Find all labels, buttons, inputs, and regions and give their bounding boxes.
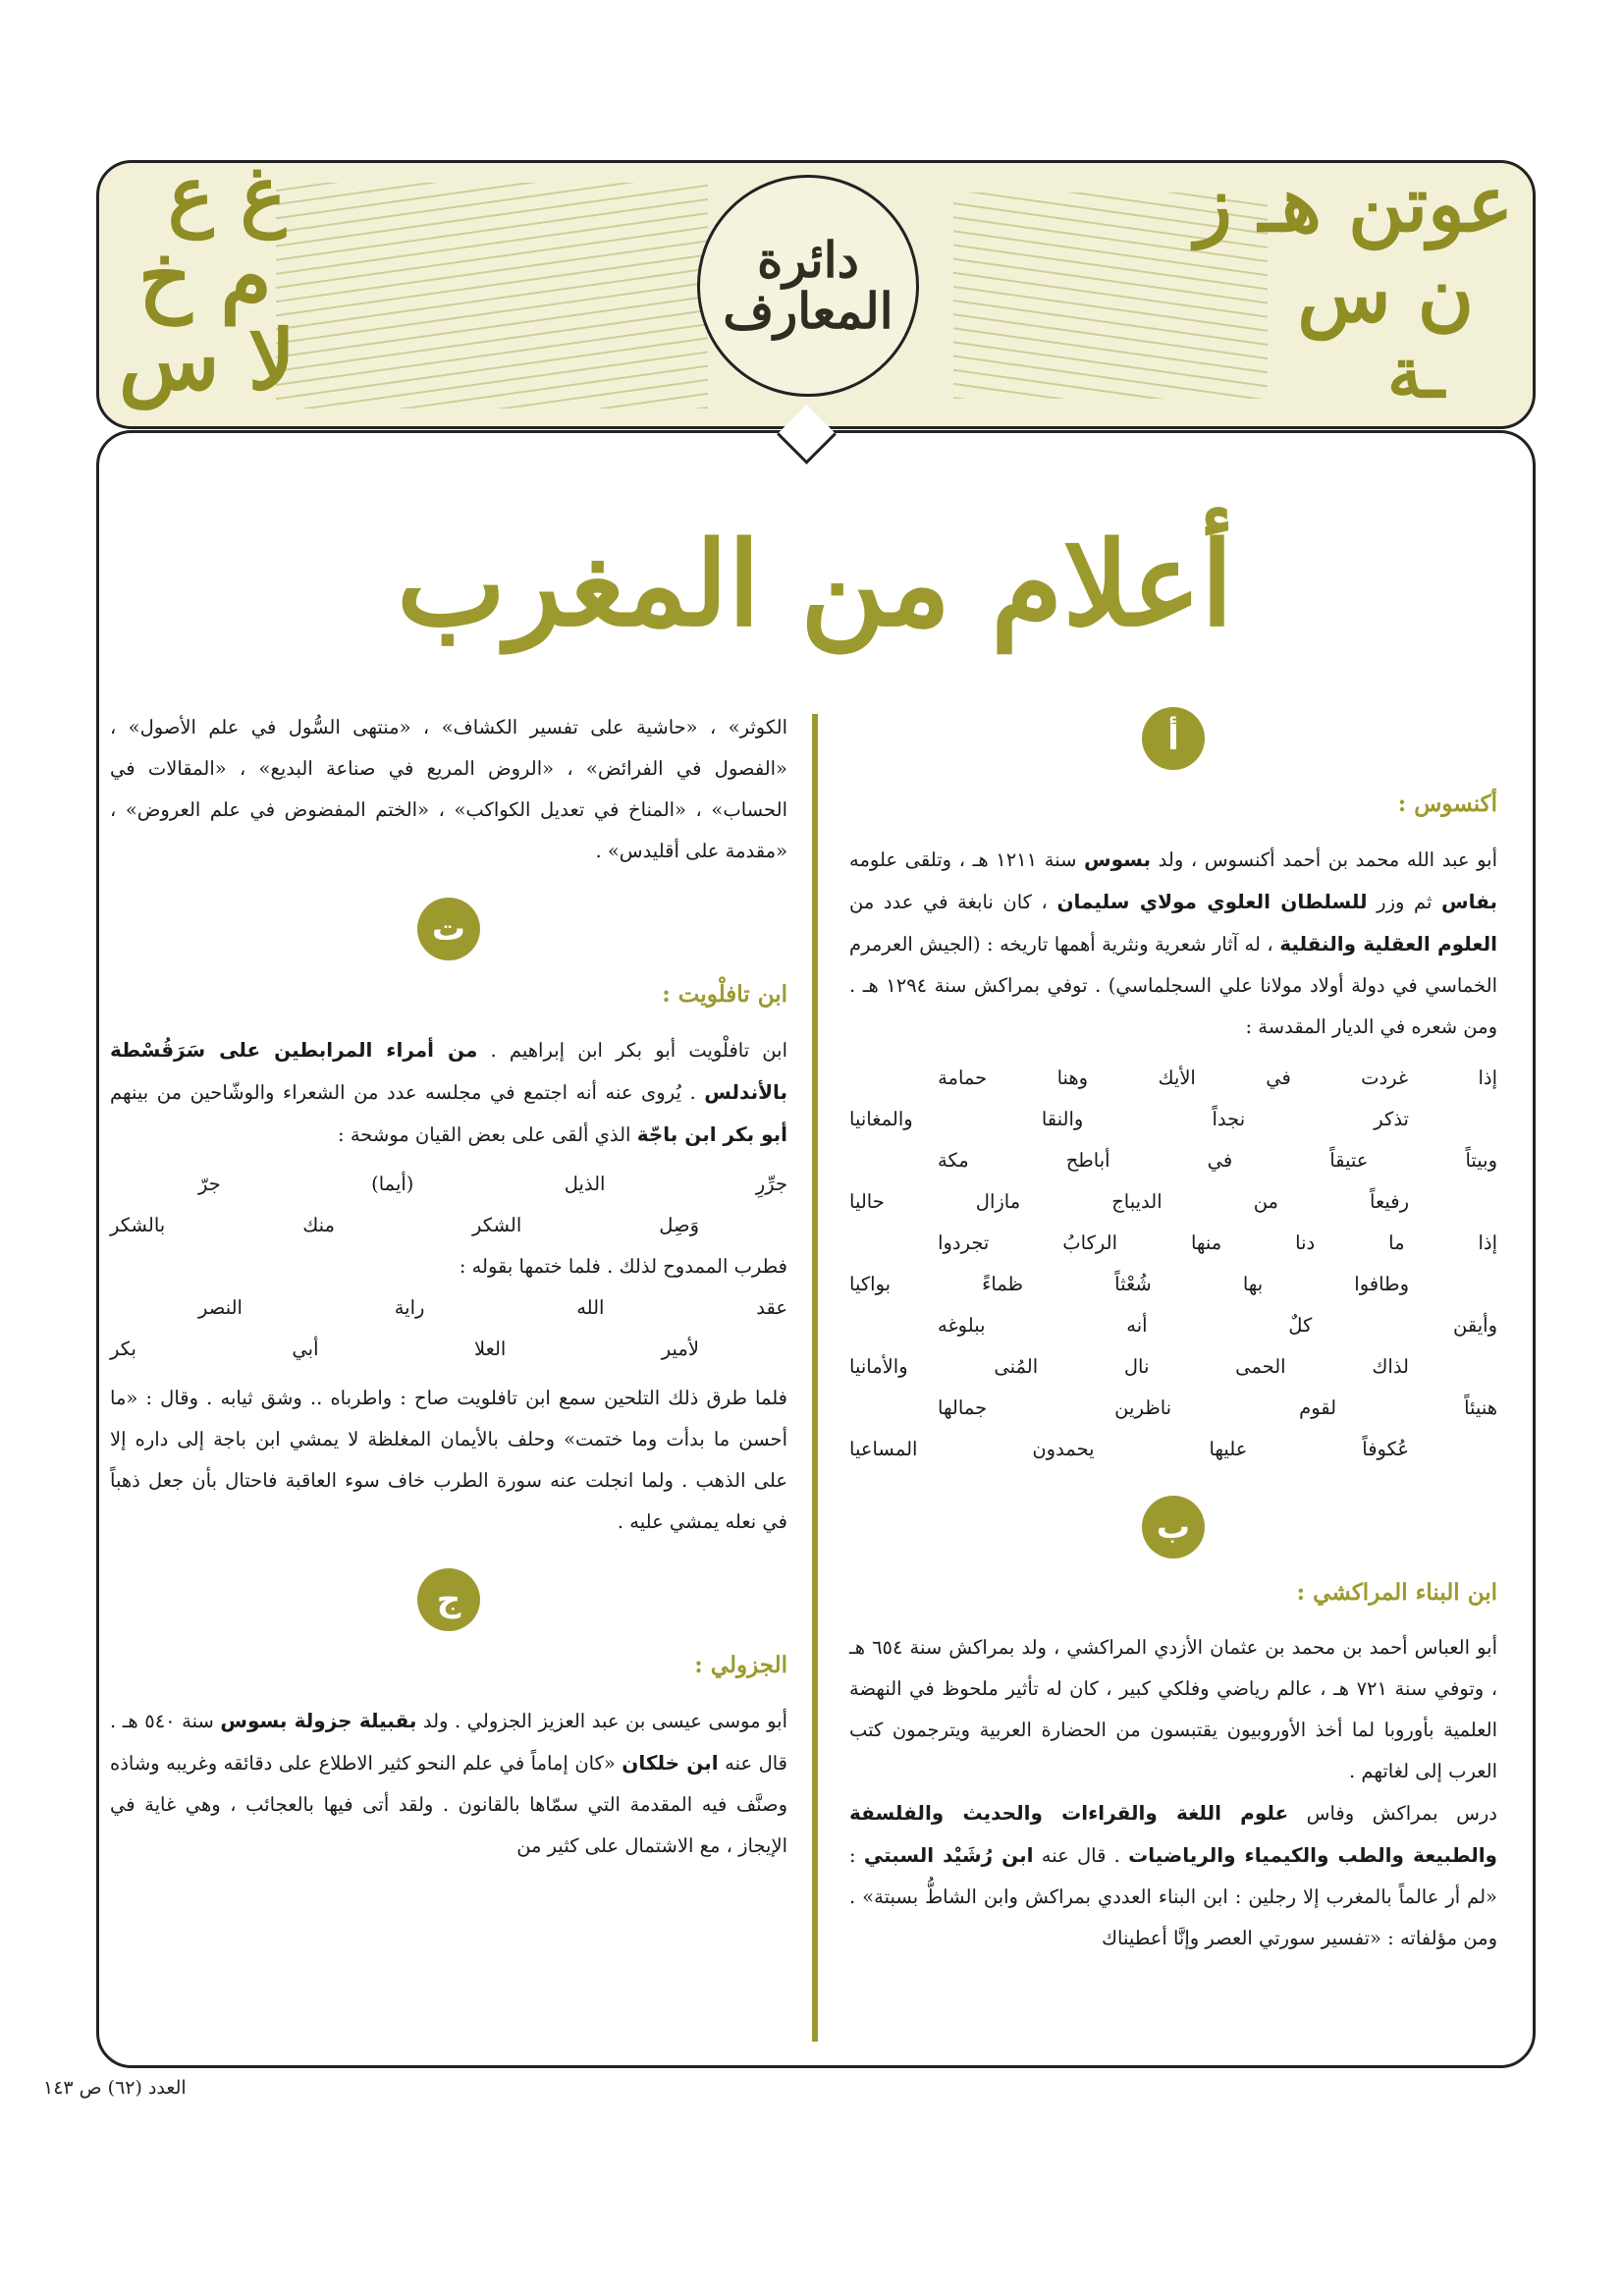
verse-word: نجداً <box>1212 1108 1246 1130</box>
entry-text-ibn-banna-1: أبو العباس أحمد بن محمد بن عثمان الأزدي المراكشي ، ولد بمراكش سنة ٦٥٤ هـ ، وتوفي سنة ٧٢١ هـ ، عالم رياضي وفلكي كبير ، كان له تأثير ملحوظ في النهضة العلمية بأوروبا لما أخذ الأوروبيون يقتبسون من الحضارة العربية ويترجمون كتب العرب إلى لغاتهم . <box>849 1636 1497 1782</box>
verse-word: دنا <box>1295 1231 1316 1254</box>
verse-word: العلا <box>473 1338 507 1360</box>
verse-word: لذاك <box>1372 1355 1409 1378</box>
verse-word: مازال <box>975 1190 1021 1213</box>
verse-line <box>849 1346 1497 1388</box>
verse-word: لأمير <box>661 1338 699 1360</box>
verse-word: هنيئاً <box>1464 1396 1497 1419</box>
banner-letters-right-3: ـة <box>1386 332 1444 413</box>
section-badge-t: ت <box>417 898 480 960</box>
bold-run: من أمراء المرابطين على سَرَقُسْطة بالأندلس <box>110 1038 787 1104</box>
verse-word: في <box>1207 1149 1233 1172</box>
bold-run: بفاس <box>1440 890 1497 913</box>
verse-word: رفيعاً <box>1370 1190 1409 1213</box>
verse-word: منك <box>302 1214 335 1236</box>
verse-word: عُكوفاً <box>1362 1438 1409 1460</box>
bold-run: بقبيلة جزولة بسوس <box>220 1709 417 1732</box>
banner-texture-right <box>953 192 1268 399</box>
text-run: سنة ٥٤٠ هـ . قال عنه <box>110 1710 787 1775</box>
text-run: أبو موسى عيسى بن عبد العزيز الجزولي . ولد <box>416 1710 787 1732</box>
section-badge-a: أ <box>1142 707 1205 770</box>
banner-emblem <box>697 175 919 397</box>
banner-letters-left-1: غ ع <box>168 160 287 240</box>
verse-word: الذيل <box>564 1173 606 1195</box>
verse-word: أنه <box>1126 1314 1148 1337</box>
entry-heading-jazuli: الجزولي : <box>694 1652 787 1678</box>
entry-text-story: فلما طرق ذلك التلحين سمع ابن تافلويت صاح : واطرباه .. وشق ثيابه . وقال : «ما أحسن ما بدأت وما ختمت» وحلف بالأيمان المغلظة لا يمشي ابن باجة إلى داره إلا على الذهب . ولما انجلت عنه سورة الطرب خاف سوء العاقبة فاحتال بأن جعل ذهباً في نعله يمشي عليه . <box>110 1387 787 1533</box>
entry-text-ibn-banna-2 <box>849 1792 1497 1959</box>
section-badge-b: ب <box>1142 1496 1205 1558</box>
section-badge-j: ج <box>417 1568 480 1631</box>
text-run: . يُروى عنه أنه اجتمع في مجلسه عدد من الشعراء والوشّاحين من بينهم <box>110 1081 705 1104</box>
banner-letters-left-2: م خ <box>138 228 272 325</box>
bold-run: العلوم العقلية والنقلية <box>1279 932 1497 956</box>
verse-word: وطافوا <box>1354 1273 1409 1295</box>
verse-line <box>849 1264 1497 1305</box>
verse-line <box>849 1388 1497 1429</box>
bold-run: علوم اللغة والقراءات والحديث والفلسفة والطبيعة والطب والكيمياء والرياضيات <box>849 1801 1497 1867</box>
verse-word: بالشكر <box>110 1214 166 1236</box>
continued-text: الكوثر» ، «حاشية على تفسير الكشاف» ، «منتهى السُّول في علم الأصول» ، «الفصول في الفرائض» ، «الروض المريع في صناعة البديع» ، «المقالات في الحساب» ، «المناخ في تعديل الكواكب» ، «الختم المفضوض في علم العروض» ، «مقدمة على أقليدس» . <box>110 716 787 862</box>
emblem-line-2: المعارف <box>723 282 893 340</box>
entry-text-aknsus <box>849 839 1497 1048</box>
verse-word: جرِّرِ <box>755 1173 787 1195</box>
verse-line <box>110 1205 787 1246</box>
bold-run: بسوس <box>1084 847 1152 871</box>
verse-word: ببلوغه <box>938 1314 986 1337</box>
verse-word: جمالها <box>938 1396 988 1419</box>
verse-word: المُنى <box>994 1355 1039 1378</box>
entry-heading-aknsus: أكنسوس : <box>1397 791 1497 817</box>
entry-heading-ibn-banna: ابن البناء المراكشي : <box>1296 1579 1497 1606</box>
text-run: أبو عبد الله محمد بن أحمد أكنسوس ، ولد <box>1151 848 1497 871</box>
bold-run: أبو بكر ابن باجّة <box>636 1122 787 1146</box>
text-run: درس بمراكش وفاس <box>1288 1802 1497 1825</box>
column-divider <box>812 714 818 2042</box>
verse-word: الركابُ <box>1062 1231 1117 1254</box>
verse-word: تذكر <box>1374 1108 1409 1130</box>
verse-word: حاليا <box>849 1190 885 1213</box>
text-run: . قال عنه <box>1033 1844 1129 1867</box>
verse-word: راية <box>394 1296 425 1319</box>
verse-word: غردت <box>1361 1066 1409 1089</box>
poem-muwashshah-2 <box>110 1287 787 1370</box>
text-run: سنة ١٢١١ هـ ، وتلقى علومه <box>849 848 1085 871</box>
verse-word: وأيقن <box>1453 1314 1497 1337</box>
verse-word: الأيك <box>1158 1066 1196 1089</box>
verse-word: الديباج <box>1111 1190 1163 1213</box>
bold-run: ابن رُشَيْد السبتي <box>863 1843 1034 1867</box>
banner-texture-left <box>276 183 708 409</box>
entry-text-jazuli <box>110 1700 787 1867</box>
poem-aknsus <box>849 1058 1497 1470</box>
verse-line <box>110 1287 787 1329</box>
verse-word: ظماءً <box>982 1273 1024 1295</box>
text-run: الذي ألقى على بعض القيان موشحة : <box>338 1123 637 1146</box>
verse-word: منها <box>1190 1231 1222 1254</box>
verse-line <box>849 1429 1497 1470</box>
text-run: «كان إماماً في علم النحو كثير الاطلاع على دقائقه وغريبه وشاذه وصنَّف فيه المقدمة التي سمّاها بالقانون . ولقد أتى فيها بالعجائب ، وهي غاية في الإيجاز ، مع الاشتمال على كثير من <box>110 1752 787 1857</box>
verse-line <box>849 1140 1497 1181</box>
verse-word: وَصِل <box>659 1214 699 1236</box>
text-run: : «لم أر عالماً بالمغرب إلا رجلين : ابن البناء العددي بمراكش وابن الشاطُّ بسبتة» . ومن مؤلفاته : «تفسير سورتي العصر وإنَّا أعطيناك <box>849 1844 1497 1949</box>
verse-line <box>110 1164 787 1205</box>
verse-word: (أيما) <box>371 1173 414 1195</box>
verse-word: بواكيا <box>849 1273 892 1295</box>
verse-word: لقوم <box>1299 1396 1337 1419</box>
banner-letters-left-3: لا س <box>119 311 296 409</box>
verse-word: ناظرين <box>1114 1396 1172 1419</box>
verse-word: الشكر <box>471 1214 522 1236</box>
verse-word: شُعْثاً <box>1114 1273 1152 1295</box>
verse-word: عقد <box>756 1296 787 1319</box>
bold-run: للسلطان العلوي مولاي سليمان <box>1056 890 1368 913</box>
page-footer: العدد (٦٢) ص ١٤٣ <box>43 2077 187 2099</box>
text-run: ابن تافلْويت أبو بكر ابن إبراهيم . <box>477 1039 787 1062</box>
verse-word: كلٌ <box>1288 1314 1313 1337</box>
verse-word: بها <box>1242 1273 1264 1295</box>
banner-letters-right-2: ن س <box>1297 250 1474 340</box>
verse-word: النصر <box>198 1296 243 1319</box>
verse-word: نال <box>1123 1355 1150 1378</box>
entry-text-bridge: فطرب الممدوح لذلك . فلما ختمها بقوله : <box>459 1255 787 1278</box>
verse-word: والمغانيا <box>849 1108 913 1130</box>
verse-word: ما <box>1388 1231 1405 1254</box>
entry-heading-ibn-tafalwit: ابن تافلْويت : <box>662 981 787 1008</box>
verse-line <box>849 1099 1497 1140</box>
verse-word: المساعيا <box>849 1438 918 1460</box>
verse-line <box>849 1181 1497 1223</box>
verse-word: حمامة <box>938 1066 988 1089</box>
verse-word: إذا <box>1478 1066 1497 1089</box>
verse-word: يحمدون <box>1032 1438 1095 1460</box>
banner-letters-right-1: عوتن هـ ز <box>1195 160 1513 249</box>
verse-word: وهنا <box>1056 1066 1089 1089</box>
verse-word: مكة <box>938 1149 969 1172</box>
text-run: ثم وزر <box>1367 891 1441 913</box>
entry-text-ibn-tafalwit <box>110 1029 787 1156</box>
verse-word: وبيتاً <box>1465 1149 1497 1172</box>
right-column <box>849 707 1497 1959</box>
verse-word: الله <box>576 1296 605 1319</box>
verse-line <box>849 1305 1497 1346</box>
verse-word: إذا <box>1478 1231 1497 1254</box>
verse-word: والنقا <box>1041 1108 1084 1130</box>
text-run: ، كان نابغة في عدد من <box>849 891 1057 913</box>
verse-word: عليها <box>1209 1438 1248 1460</box>
verse-word: بكر <box>110 1338 136 1360</box>
page-title: أعلام من المغرب <box>397 516 1233 652</box>
verse-word: عتيقاً <box>1329 1149 1369 1172</box>
verse-word: تجردوا <box>938 1231 990 1254</box>
verse-line <box>110 1329 787 1370</box>
verse-line <box>849 1223 1497 1264</box>
verse-word: في <box>1266 1066 1291 1089</box>
left-column <box>110 707 787 1867</box>
text-run: ، له آثار شعرية ونثرية أهمها تاريخه : (الجيش العرمرم الخماسي في دولة أولاد مولانا علي السجلماسي) . توفي بمراكش سنة ١٢٩٤ هـ . ومن شعره في الديار المقدسة : <box>849 933 1498 1038</box>
verse-word: جرّ <box>198 1173 221 1195</box>
verse-word: أبي <box>292 1338 319 1360</box>
verse-line <box>849 1058 1497 1099</box>
verse-word: أباطح <box>1065 1149 1110 1172</box>
poem-muwashshah-1 <box>110 1164 787 1246</box>
verse-word: من <box>1253 1190 1278 1213</box>
bold-run: ابن خلكان <box>622 1751 719 1775</box>
verse-word: والأمانيا <box>849 1355 908 1378</box>
emblem-line-1: دائرة <box>757 230 859 289</box>
verse-word: الحمى <box>1235 1355 1286 1378</box>
